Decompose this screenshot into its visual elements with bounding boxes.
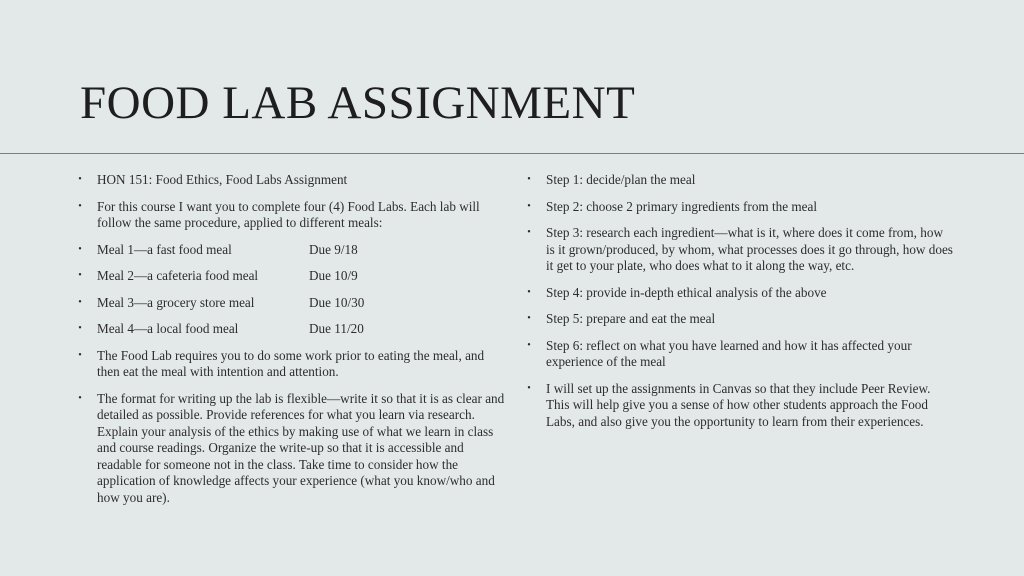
step-item — [524, 311, 954, 328]
left-bullet-list — [75, 172, 505, 516]
meal-name: Meal 1—a fast food meal — [97, 241, 232, 257]
meal-name: Meal 2—a cafeteria food meal — [97, 268, 259, 283]
meal-name: Meal 4—a local food meal — [97, 321, 239, 336]
step-item — [524, 285, 954, 302]
bullet-icon: • — [527, 174, 531, 185]
step-text: Step 4: provide in-depth ethical analysis of the above — [546, 284, 827, 300]
slide-title: FOOD LAB ASSIGNMENT — [80, 77, 636, 129]
step-item — [524, 338, 954, 371]
list-item — [75, 199, 505, 232]
course-title-text: HON 151: Food Ethics, Food Labs Assignment — [97, 172, 348, 187]
list-item — [75, 391, 505, 507]
bullet-icon: • — [527, 227, 531, 238]
step-text: Step 2: choose 2 primary ingredients from the meal — [546, 198, 818, 214]
bullet-icon: • — [78, 270, 82, 281]
meal-due-date: Due 10/9 — [309, 268, 358, 283]
bullet-icon: • — [527, 313, 531, 324]
step-item — [524, 199, 954, 216]
meal-item — [75, 242, 505, 259]
step-text: Step 6: reflect on what you have learned and how it has affected your experience of the meal — [546, 337, 912, 369]
peer-review-note: I will set up the assignments in Canvas so that they include Peer Review. This will help give you a sense of how other students approach the Food Labs, and also give you the opportunity to learn from their experiences. — [546, 380, 931, 429]
bullet-icon: • — [527, 382, 531, 394]
bullet-icon: • — [78, 243, 82, 255]
right-bullet-list — [524, 172, 954, 440]
bullet-icon: • — [78, 174, 82, 185]
meal-due-date: Due 11/20 — [309, 321, 364, 336]
bullet-icon: • — [78, 200, 82, 212]
title-divider — [0, 153, 1024, 154]
food-lab-requirement-text: The Food Lab requires you to do some work prior to eating the meal, and then eat the meal with intention and attention. — [97, 347, 485, 379]
bullet-icon: • — [527, 286, 531, 298]
meal-item — [75, 295, 505, 312]
format-instructions-text: The format for writing up the lab is flexible—write it so that it is as clear and detailed as possible. Provide references for what you learn via research. Explain your analysis of the ethics by making use of what we learn in class and course readings. Organize the write-up so that it is accessible and readable for someone not in the class. Take time to consider how the application of knowledge affects your experience (what you know/who and how you are). — [97, 390, 505, 505]
step-text: Step 3: research each ingredient—what is it, where does it come from, how is it grown/produced, by whom, what processes does it go through, how does it get to your plate, who does what to it along the way, etc. — [546, 225, 953, 273]
step-text: Step 1: decide/plan the meal — [546, 172, 696, 187]
bullet-icon: • — [78, 349, 82, 361]
meal-name: Meal 3—a grocery store meal — [97, 294, 255, 310]
bullet-icon: • — [527, 200, 531, 212]
meal-item — [75, 268, 505, 285]
list-item — [75, 172, 505, 189]
bullet-icon: • — [78, 323, 82, 334]
step-text: Step 5: prepare and eat the meal — [546, 311, 716, 326]
bullet-icon: • — [527, 339, 531, 351]
list-item — [75, 348, 505, 381]
meal-due-date: Due 9/18 — [309, 241, 358, 257]
step-item — [524, 225, 954, 275]
list-item — [524, 381, 954, 431]
bullet-icon: • — [78, 392, 82, 404]
meal-due-date: Due 10/30 — [309, 294, 365, 310]
bullet-icon: • — [78, 296, 82, 308]
step-item — [524, 172, 954, 189]
meal-item — [75, 321, 505, 338]
intro-text: For this course I want you to complete four (4) Food Labs. Each lab will follow the same procedure, applied to different meals: — [97, 198, 480, 230]
